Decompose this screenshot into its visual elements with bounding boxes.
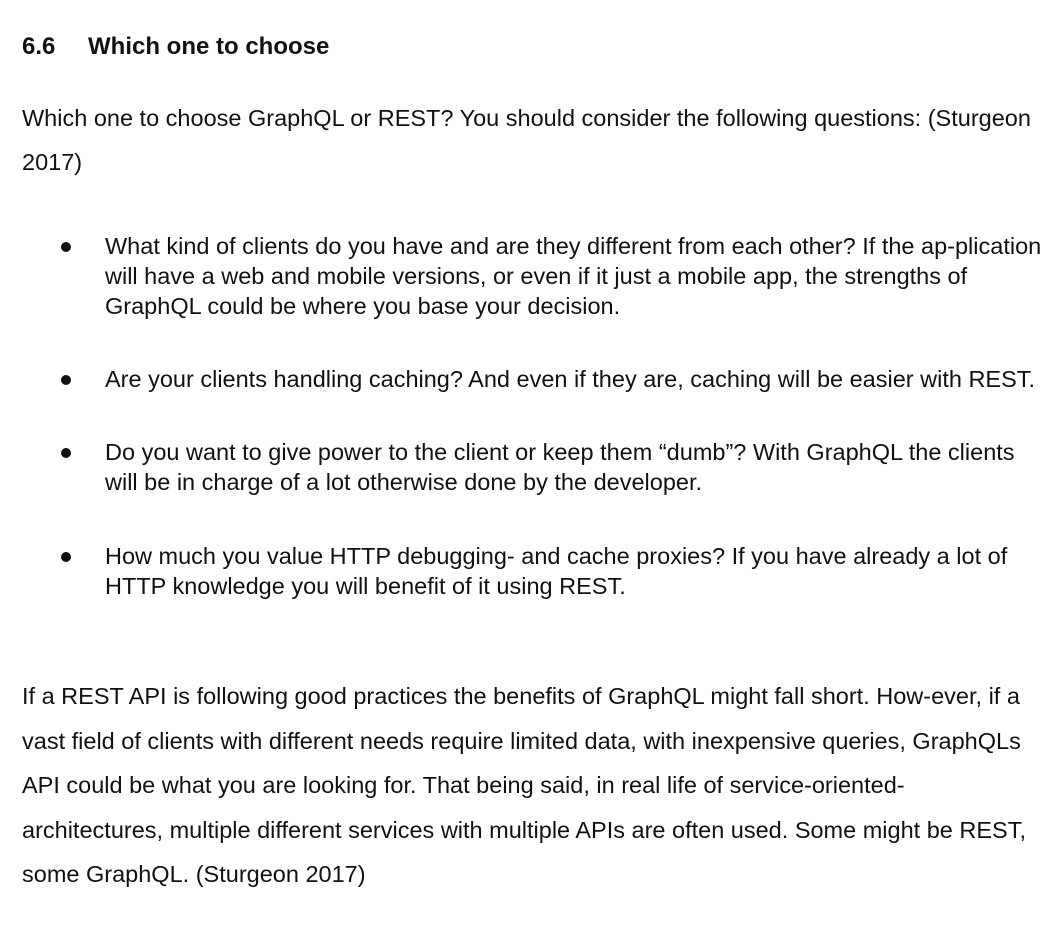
question-text: Do you want to give power to the client or keep them “dumb”? With GraphQL the clients will be in charge of a lot otherwise done by the developer. — [105, 439, 1015, 495]
question-text: Are your clients handling caching? And even if they are, caching will be easier with REST. — [105, 366, 1036, 392]
bullet-icon — [61, 375, 71, 385]
bullet-icon — [61, 552, 71, 562]
conclusion-paragraph: If a REST API is following good practices the benefits of GraphQL might fall short. How-ever, if a vast field of clients with different needs require limited data, with inexpensive queries, GraphQLs API could be what you are looking for. That being said, in real life of service-oriented-architectures, multiple different services with multiple APIs are often used. Some might be REST, some GraphQL. (Sturgeon 2017) — [22, 683, 1026, 887]
list-item — [0, 231, 1056, 321]
section-heading — [22, 30, 329, 64]
list-item — [0, 437, 1056, 497]
list-item — [0, 541, 1056, 601]
question-text: What kind of clients do you have and are they different from each other? If the ap-plication will have a web and mobile versions, or even if it just a mobile app, the strengths of GraphQL could be where you base your decision. — [105, 233, 1042, 319]
question-text: How much you value HTTP debugging- and cache proxies? If you have already a lot of HTTP knowledge you will benefit of it using REST. — [105, 543, 1008, 599]
list-item — [0, 364, 1056, 394]
bullet-icon — [61, 448, 71, 458]
intro-paragraph: Which one to choose GraphQL or REST? You should consider the following questions: (Sturgeon 2017) — [22, 105, 1031, 175]
bullet-icon — [61, 242, 71, 252]
section-number: 6.6 — [22, 33, 56, 60]
questions-list — [0, 231, 1056, 601]
section-title: Which one to choose — [88, 33, 330, 60]
